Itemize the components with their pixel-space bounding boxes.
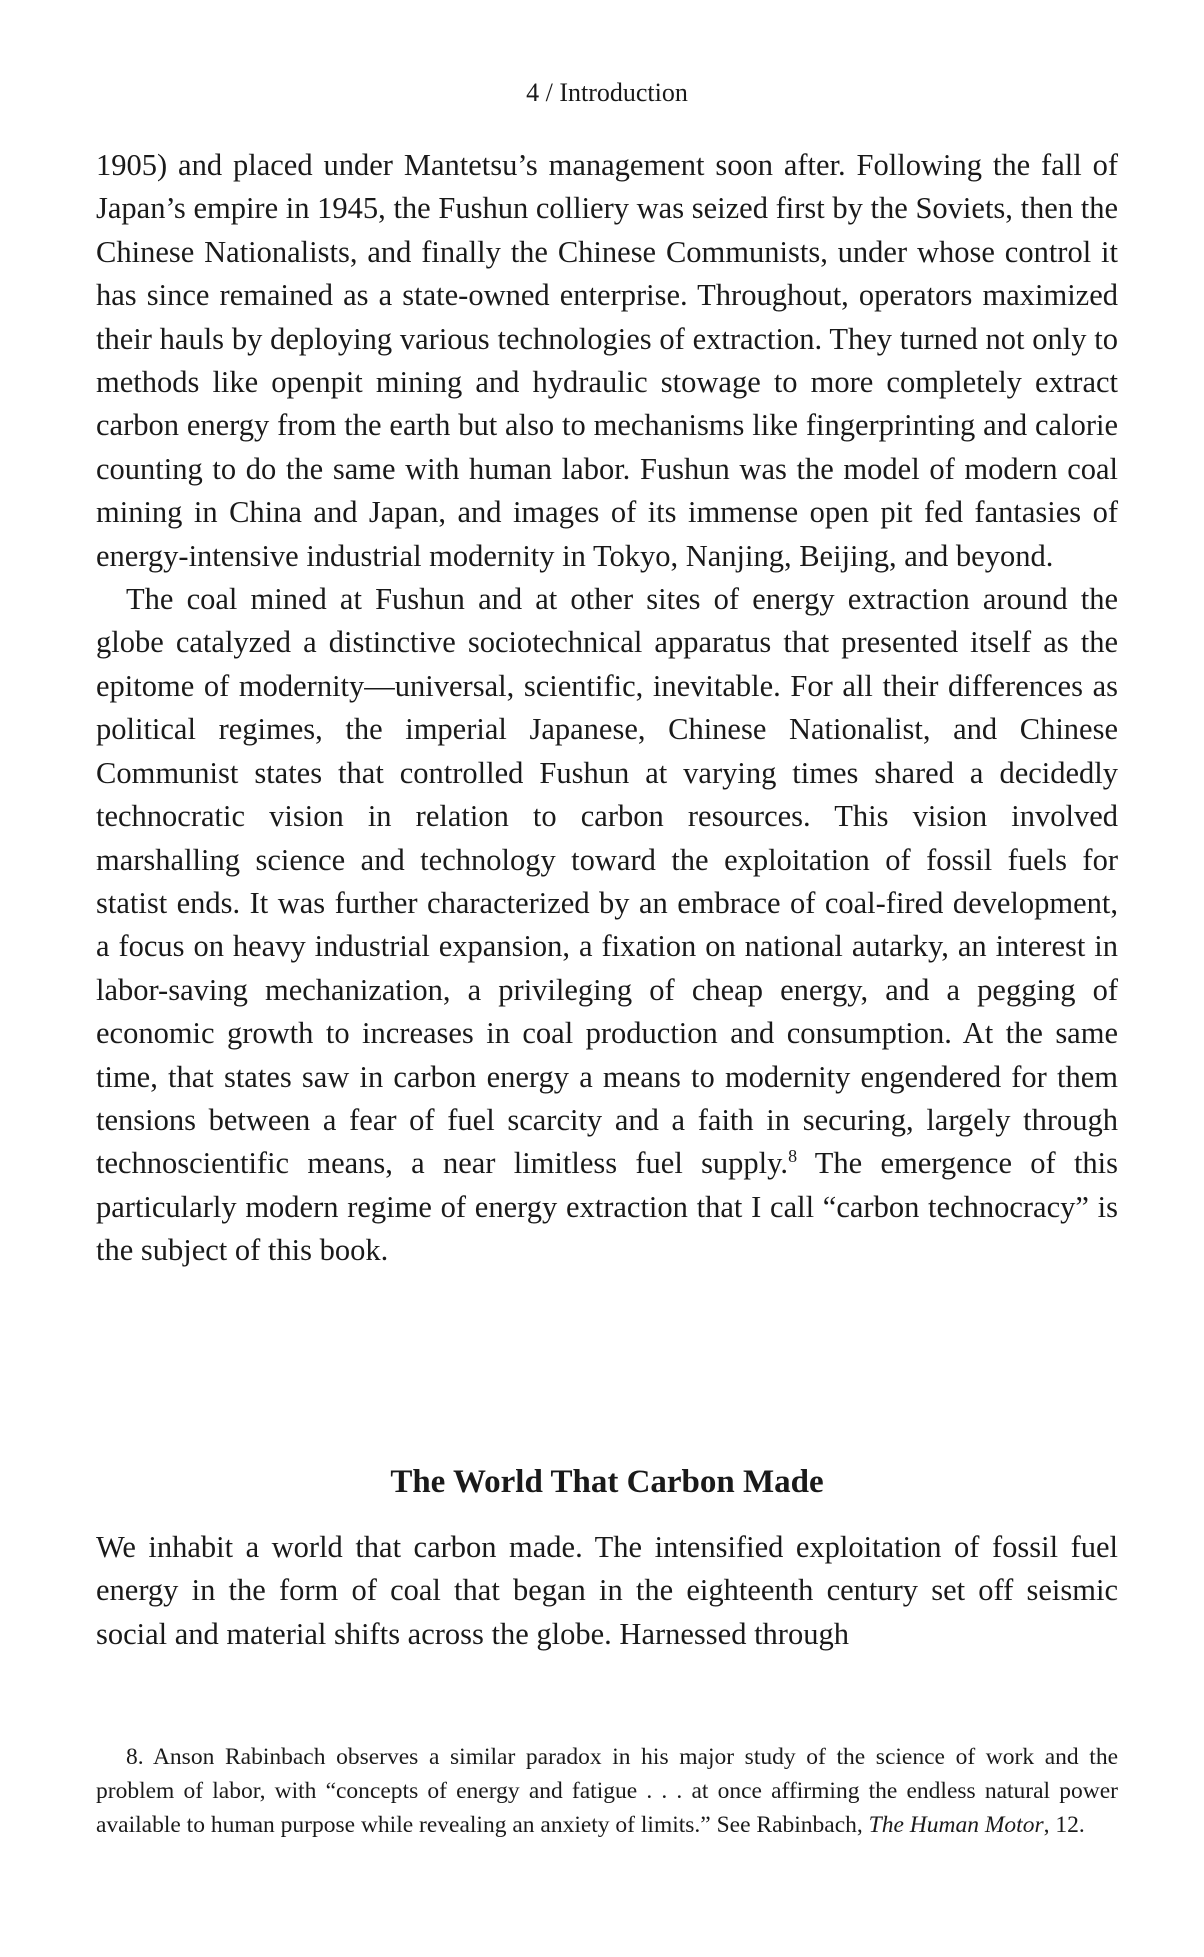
paragraph-2-continuation: The emergence of this particularly modern regime of energy extraction that I call “carbon technocracy” is the subject of this book. [96,1146,1119,1268]
section-paragraph: We inhabit a world that carbon made. The intensified exploitation of fossil fuel energy in the form of coal that began in the eighteenth century set off seismic social and material shifts across the globe. Harnessed through [96,1530,1118,1651]
footnote-text: 8. Anson Rabinbach observes a similar paradox in his major study of the science of work and the problem of labor, with “concepts of energy and fatigue . . . at once affirming the endless natural power available to human purpose while revealing an anxiety of limits.” See Rabinbach, [96,1744,1118,1838]
section-body [96,1526,1118,1656]
footnote-page-ref: , 12. [1043,1812,1085,1838]
section-heading: The World That Carbon Made [390,1464,824,1500]
footnote-8 [96,1740,1118,1842]
paragraph-2 [96,578,1118,1273]
body-text [96,144,1118,1273]
paragraph-1: 1905) and placed under Mantetsu’s management soon after. Following the fall of Japan’s empire in 1945, the Fushun colliery was seized first by the Soviets, then the Chinese Nationalists, and finally the Chinese Communists, under whose control it has since remained as a state-owned enterprise. Throughout, operators maximized their hauls by deploying various technologies of extraction. They turned not only to methods like openpit mining and hydraulic stowage to more completely extract carbon energy from the earth but also to mechanisms like fingerprinting and calorie counting to do the same with human labor. Fushun was the model of modern coal mining in China and Japan, and images of its immense open pit fed fantasies of energy-intensive industrial modernity in Tokyo, Nanjing, Beijing, and beyond. [96,148,1118,573]
footnote [96,1740,1118,1842]
footnote-marker: 8 [788,1146,798,1167]
footnote-book-title: The Human Motor [868,1812,1044,1838]
running-head: 4 / Introduction [526,78,688,107]
paragraph-2-text: The coal mined at Fushun and at other sites of energy extraction around the globe catalyzed a distinctive sociotechnical apparatus that presented itself as the epitome of modernity—universal, scientific, inevitable. For all their differences as political regimes, the imperial Japanese, Chinese Nationalist, and Chinese Communist states that controlled Fushun at varying times shared a decidedly technocratic vision in relation to carbon resources. This vision involved marshalling science and technology toward the exploitation of fossil fuels for statist ends. It was further characterized by an embrace of coal-fired development, a focus on heavy industrial expansion, a fixation on national autarky, an interest in labor-saving mechanization, a privileging of cheap energy, and a pegging of economic growth to increases in coal production and consumption. At the same time, that states saw in carbon energy a means to modernity engendered for them tensions between a fear of fuel scarcity and a faith in securing, largely through technoscientific means, a near limitless fuel supply. [96,582,1118,1181]
